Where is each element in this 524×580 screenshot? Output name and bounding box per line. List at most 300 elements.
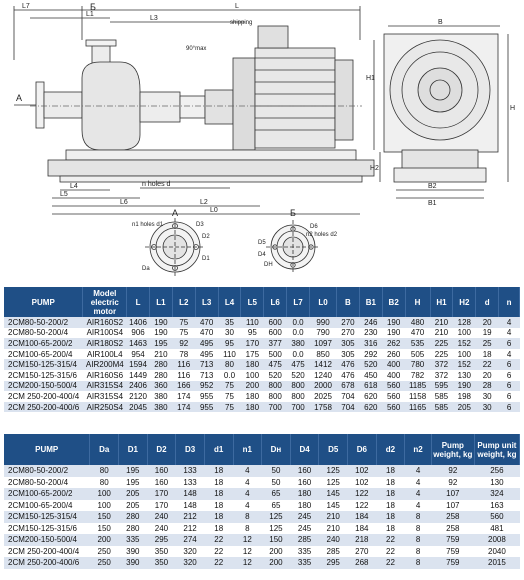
table-cell: 2045 — [127, 402, 150, 413]
table-cell: 160 — [147, 465, 176, 477]
label-l5: L5 — [60, 191, 68, 198]
table-row — [4, 500, 520, 512]
table-cell: 1185 — [405, 381, 430, 392]
table-cell: 258 — [431, 523, 474, 535]
table-cell: 0.0 — [287, 317, 310, 328]
pump-model-cell: 2CM80-50-200/2 — [4, 465, 90, 477]
table-cell: 2000 — [310, 381, 337, 392]
column-header: D6 — [348, 434, 377, 465]
table-cell: 700 — [264, 402, 287, 413]
table-cell: 6 — [499, 391, 520, 402]
table-cell: 195 — [119, 465, 148, 477]
table-cell: 268 — [348, 557, 377, 569]
table-cell: 35 — [218, 317, 241, 328]
table-cell: 18 — [204, 500, 233, 512]
table-cell: 150 — [90, 523, 119, 535]
table-cell: 102 — [348, 477, 377, 489]
column-header: L5 — [241, 287, 264, 317]
table-cell: 184 — [348, 511, 377, 523]
table-cell: 145 — [319, 500, 348, 512]
table-row — [4, 511, 520, 523]
table-cell: 22 — [376, 546, 405, 558]
table-cell: 390 — [119, 546, 148, 558]
table-cell: 2015 — [474, 557, 519, 569]
label-view-a: A — [172, 208, 179, 218]
column-header: D2 — [147, 434, 176, 465]
table-cell: 1158 — [405, 391, 430, 402]
table-cell: 195 — [149, 338, 172, 349]
table-cell: 1463 — [127, 338, 150, 349]
table-cell: 316 — [359, 338, 382, 349]
dimensions-table-header — [4, 287, 520, 317]
table-cell: 80 — [90, 465, 119, 477]
table-cell: AIR250S4 — [83, 402, 127, 413]
label-dh: DH — [264, 262, 273, 268]
label-b-arrow: Б — [90, 2, 96, 12]
table-cell: 4 — [405, 465, 432, 477]
table-cell: 305 — [337, 349, 360, 360]
table-cell: 30 — [218, 328, 241, 339]
column-header: H2 — [453, 287, 476, 317]
table-cell: 350 — [147, 557, 176, 569]
label-b2: B2 — [428, 183, 437, 190]
table-cell: 210 — [319, 523, 348, 535]
pump-model-cell: 2CM80-50-200/4 — [4, 328, 83, 339]
table-cell: 75 — [172, 317, 195, 328]
table-cell: 470 — [195, 328, 218, 339]
column-header: n2 — [405, 434, 432, 465]
table-cell: 704 — [337, 402, 360, 413]
table-cell: 320 — [176, 546, 205, 558]
table-cell: 350 — [147, 546, 176, 558]
table-cell: 100 — [453, 328, 476, 339]
table-cell: 22 — [476, 359, 499, 370]
column-header: L7 — [287, 287, 310, 317]
column-header: d1 — [204, 434, 233, 465]
pump-model-cell: 2CM150-125-315/4 — [4, 359, 83, 370]
table-cell: 372 — [430, 359, 453, 370]
table-cell: 954 — [127, 349, 150, 360]
table-cell: 240 — [147, 511, 176, 523]
flange-weight-table — [4, 434, 520, 569]
pump-unit-drawing — [0, 0, 524, 287]
label-h: H — [510, 105, 516, 112]
table-cell: 2120 — [127, 391, 150, 402]
table-cell: 210 — [430, 328, 453, 339]
table-cell: 8 — [405, 523, 432, 535]
table-cell: 205 — [119, 488, 148, 500]
column-header: L4 — [218, 287, 241, 317]
column-header: Dн — [262, 434, 291, 465]
table-cell: 100 — [241, 370, 264, 381]
label-b: B — [438, 19, 443, 26]
table-row — [4, 465, 520, 477]
table-cell: 8 — [233, 523, 262, 535]
label-l4: L4 — [70, 183, 78, 190]
table-cell: 163 — [474, 500, 519, 512]
table-cell: 18 — [376, 511, 405, 523]
table-cell: 759 — [431, 546, 474, 558]
table-row — [4, 534, 520, 546]
table-cell: 175 — [241, 349, 264, 360]
column-header: D1 — [119, 434, 148, 465]
table-cell: 205 — [453, 402, 476, 413]
table-cell: 225 — [430, 349, 453, 360]
table-cell: 130 — [453, 370, 476, 381]
table-cell: 4 — [499, 317, 520, 328]
table-cell: 380 — [149, 391, 172, 402]
table-cell: 560 — [382, 402, 405, 413]
column-header: D4 — [290, 434, 319, 465]
table-cell: 1758 — [310, 402, 337, 413]
table-cell: 800 — [287, 381, 310, 392]
column-header: n — [499, 287, 520, 317]
table-cell: 6 — [499, 338, 520, 349]
table-cell: 955 — [195, 402, 218, 413]
table-cell: 520 — [264, 370, 287, 381]
label-h1: H1 — [366, 75, 375, 82]
table-cell: 200 — [262, 546, 291, 558]
table-cell: 125 — [262, 511, 291, 523]
table-cell: 790 — [310, 328, 337, 339]
table-cell: AIR315S4 — [83, 391, 127, 402]
table-cell: 180 — [290, 500, 319, 512]
table-cell: 28 — [476, 381, 499, 392]
table-cell: 476 — [337, 370, 360, 381]
column-header: Model electric motor — [83, 287, 127, 317]
table-cell: 280 — [119, 523, 148, 535]
table-row — [4, 338, 520, 349]
table-cell: 780 — [405, 359, 430, 370]
label-b1: B1 — [428, 200, 437, 207]
table-row — [4, 370, 520, 381]
table-cell: 324 — [474, 488, 519, 500]
column-header: PUMP — [4, 287, 83, 317]
table-cell: 618 — [359, 381, 382, 392]
table-cell: 100 — [453, 349, 476, 360]
table-cell: 678 — [337, 381, 360, 392]
table-cell: 700 — [287, 402, 310, 413]
table-cell: 4 — [405, 500, 432, 512]
table-cell: 18 — [204, 523, 233, 535]
table-cell: 270 — [337, 328, 360, 339]
table-cell: 170 — [241, 338, 264, 349]
table-cell: 4 — [233, 488, 262, 500]
table-cell: 1097 — [310, 338, 337, 349]
table-row — [4, 477, 520, 489]
table-cell: 225 — [430, 338, 453, 349]
table-cell: 560 — [382, 391, 405, 402]
table-cell: 22 — [204, 546, 233, 558]
table-cell: 65 — [262, 488, 291, 500]
table-cell: 240 — [147, 523, 176, 535]
table-cell: 585 — [430, 402, 453, 413]
pump-model-cell: 2CM100-65-200/2 — [4, 488, 90, 500]
label-da: Da — [142, 266, 150, 272]
table-cell: 6 — [499, 370, 520, 381]
table-cell: 560 — [382, 381, 405, 392]
column-header: D3 — [176, 434, 205, 465]
table-cell: 50 — [262, 477, 291, 489]
table-cell: 595 — [430, 381, 453, 392]
table-cell: 18 — [204, 477, 233, 489]
table-cell: 190 — [382, 328, 405, 339]
table-cell: 620 — [359, 391, 382, 402]
table-cell: 4 — [405, 488, 432, 500]
label-n-holes: n holes d — [142, 181, 171, 188]
table-cell: 500 — [264, 349, 287, 360]
label-l7: L7 — [22, 3, 30, 10]
table-cell: 4 — [233, 500, 262, 512]
table-cell: 2406 — [127, 381, 150, 392]
table-cell: 280 — [149, 370, 172, 381]
table-row — [4, 546, 520, 558]
table-cell: AIR100L4 — [83, 349, 127, 360]
table-cell: 335 — [290, 557, 319, 569]
table-cell: 505 — [405, 349, 430, 360]
label-view-b: Б — [290, 208, 296, 218]
table-cell: 200 — [262, 557, 291, 569]
column-header: L — [127, 287, 150, 317]
table-cell: 906 — [127, 328, 150, 339]
column-header: B1 — [359, 287, 382, 317]
table-cell: 280 — [149, 359, 172, 370]
table-cell: 475 — [264, 359, 287, 370]
table-cell: 18 — [376, 477, 405, 489]
label-d3: D3 — [196, 222, 204, 228]
table-cell: 198 — [453, 391, 476, 402]
table-cell: 180 — [241, 402, 264, 413]
column-header: B — [337, 287, 360, 317]
table-row — [4, 557, 520, 569]
table-cell: 256 — [474, 465, 519, 477]
pump-model-cell: 2CM100-65-200/2 — [4, 338, 83, 349]
table-cell: 295 — [319, 557, 348, 569]
table-cell: 475 — [287, 359, 310, 370]
table-cell: 4 — [233, 465, 262, 477]
label-d5: D5 — [258, 240, 266, 246]
table-cell: 2025 — [310, 391, 337, 402]
table-cell: 152 — [453, 338, 476, 349]
table-cell: 1240 — [310, 370, 337, 381]
label-d4: D4 — [258, 252, 266, 258]
table-cell: 1449 — [127, 370, 150, 381]
label-n1-d1: n1 holes d1 — [132, 222, 164, 228]
label-l0: L0 — [210, 207, 218, 214]
table-cell: 8 — [405, 511, 432, 523]
table-cell: 166 — [172, 381, 195, 392]
table-cell: 133 — [176, 477, 205, 489]
table-cell: 585 — [430, 391, 453, 402]
table-cell: 80 — [218, 359, 241, 370]
table-cell: 2008 — [474, 534, 519, 546]
column-header: PUMP — [4, 434, 90, 465]
table-cell: 400 — [382, 359, 405, 370]
table-cell: 520 — [359, 359, 382, 370]
table-cell: 1594 — [127, 359, 150, 370]
table-cell: 152 — [453, 359, 476, 370]
table-cell: 245 — [290, 511, 319, 523]
table-cell: 8 — [405, 557, 432, 569]
column-header: L3 — [195, 287, 218, 317]
pump-model-cell: 2CM80-50-200/4 — [4, 477, 90, 489]
table-cell: 190 — [453, 381, 476, 392]
table-cell: 800 — [264, 391, 287, 402]
table-cell: 92 — [431, 465, 474, 477]
dimensions-table — [4, 287, 520, 412]
table-cell: AIR315S4 — [83, 381, 127, 392]
label-l6: L6 — [120, 199, 128, 206]
table-cell: 205 — [119, 500, 148, 512]
pump-model-cell: 2CM 250-200-400/4 — [4, 391, 83, 402]
table-cell: 380 — [287, 338, 310, 349]
table-cell: 180 — [290, 488, 319, 500]
table-cell: 476 — [337, 359, 360, 370]
table-cell: 450 — [359, 370, 382, 381]
label-l2: L2 — [200, 199, 208, 206]
table-cell: 262 — [382, 338, 405, 349]
table-cell: 480 — [405, 317, 430, 328]
table-cell: 125 — [319, 465, 348, 477]
table-cell: 190 — [149, 317, 172, 328]
table-cell: 258 — [431, 511, 474, 523]
table-cell: 18 — [376, 465, 405, 477]
label-l3: L3 — [150, 15, 158, 22]
table-cell: 200 — [90, 534, 119, 546]
table-cell: 20 — [476, 370, 499, 381]
table-cell: 50 — [262, 465, 291, 477]
table-cell: 125 — [262, 523, 291, 535]
label-d2: D2 — [202, 234, 210, 240]
table-cell: 759 — [431, 534, 474, 546]
table-cell: 12 — [233, 546, 262, 558]
table-cell: 200 — [241, 381, 264, 392]
table-cell: 212 — [176, 523, 205, 535]
table-cell: 210 — [149, 349, 172, 360]
table-cell: 12 — [233, 557, 262, 569]
table-cell: 0.0 — [218, 370, 241, 381]
column-header: Da — [90, 434, 119, 465]
table-cell: 148 — [176, 500, 205, 512]
table-cell: 102 — [348, 465, 377, 477]
table-cell: 470 — [405, 328, 430, 339]
column-header: D5 — [319, 434, 348, 465]
pump-model-cell: 2CM200-150-500/4 — [4, 534, 90, 546]
table-cell: 295 — [147, 534, 176, 546]
table-cell: AIR180S2 — [83, 338, 127, 349]
table-cell: 4 — [405, 477, 432, 489]
table-cell: 335 — [119, 534, 148, 546]
table-cell: 305 — [337, 338, 360, 349]
table-cell: 160 — [290, 465, 319, 477]
table-cell: 8 — [405, 546, 432, 558]
table-cell: 19 — [476, 328, 499, 339]
pump-model-cell: 2CM200-150-500/4 — [4, 381, 83, 392]
table-cell: 246 — [359, 317, 382, 328]
table-cell: 800 — [287, 391, 310, 402]
table-cell: 230 — [359, 328, 382, 339]
label-d1: D1 — [202, 256, 210, 262]
table-cell: 6 — [499, 381, 520, 392]
table-cell: 80 — [90, 477, 119, 489]
table-cell: 8 — [233, 511, 262, 523]
table-cell: AIR160S2 — [83, 317, 127, 328]
table-cell: 95 — [218, 338, 241, 349]
table-cell: 1412 — [310, 359, 337, 370]
table-cell: 130 — [474, 477, 519, 489]
table-cell: 495 — [195, 338, 218, 349]
table-cell: 174 — [172, 402, 195, 413]
table-cell: 75 — [218, 391, 241, 402]
table-cell: 150 — [90, 511, 119, 523]
table-cell: 470 — [195, 317, 218, 328]
table-cell: 285 — [319, 546, 348, 558]
table-cell: 22 — [376, 534, 405, 546]
column-header: H1 — [430, 287, 453, 317]
table-cell: 481 — [474, 523, 519, 535]
pump-model-cell: 2CM80-50-200/2 — [4, 317, 83, 328]
table-cell: 12 — [233, 534, 262, 546]
table-cell: 250 — [90, 557, 119, 569]
table-cell: 92 — [431, 477, 474, 489]
table-cell: 18 — [376, 488, 405, 500]
table-cell: 759 — [431, 557, 474, 569]
pump-model-cell: 2CM150-125-315/6 — [4, 370, 83, 381]
column-header: d2 — [376, 434, 405, 465]
table-cell: 782 — [405, 370, 430, 381]
table-cell: 190 — [149, 328, 172, 339]
table-cell: 125 — [319, 477, 348, 489]
table-row — [4, 359, 520, 370]
label-l1: L1 — [86, 11, 94, 18]
table-cell: 250 — [90, 546, 119, 558]
table-cell: 952 — [195, 381, 218, 392]
table-cell: 30 — [476, 402, 499, 413]
table-cell: 800 — [264, 381, 287, 392]
table-row — [4, 523, 520, 535]
table-cell: 955 — [195, 391, 218, 402]
table-cell: 100 — [90, 488, 119, 500]
table-cell: 95 — [241, 328, 264, 339]
pump-model-cell: 2CM150-125-315/4 — [4, 511, 90, 523]
table-cell: 190 — [382, 317, 405, 328]
table-cell: 280 — [119, 511, 148, 523]
table-row — [4, 488, 520, 500]
table-cell: 0.0 — [287, 328, 310, 339]
table-cell: AIR200M4 — [83, 359, 127, 370]
table-cell: 4 — [499, 349, 520, 360]
table-cell: 65 — [262, 500, 291, 512]
table-cell: 107 — [431, 500, 474, 512]
column-header: L2 — [172, 287, 195, 317]
table-cell: 245 — [290, 523, 319, 535]
table-row — [4, 349, 520, 360]
table-cell: 495 — [195, 349, 218, 360]
table-cell: 170 — [147, 488, 176, 500]
table-cell: 600 — [264, 317, 287, 328]
table-cell: 195 — [119, 477, 148, 489]
table-cell: 174 — [172, 391, 195, 402]
column-header: d — [476, 287, 499, 317]
table-cell: 704 — [337, 391, 360, 402]
table-cell: 30 — [476, 391, 499, 402]
table-cell: 22 — [376, 557, 405, 569]
column-header: L6 — [264, 287, 287, 317]
flange-weight-table-header — [4, 434, 520, 465]
table-cell: 320 — [176, 557, 205, 569]
table-cell: 170 — [147, 500, 176, 512]
table-cell: 107 — [431, 488, 474, 500]
